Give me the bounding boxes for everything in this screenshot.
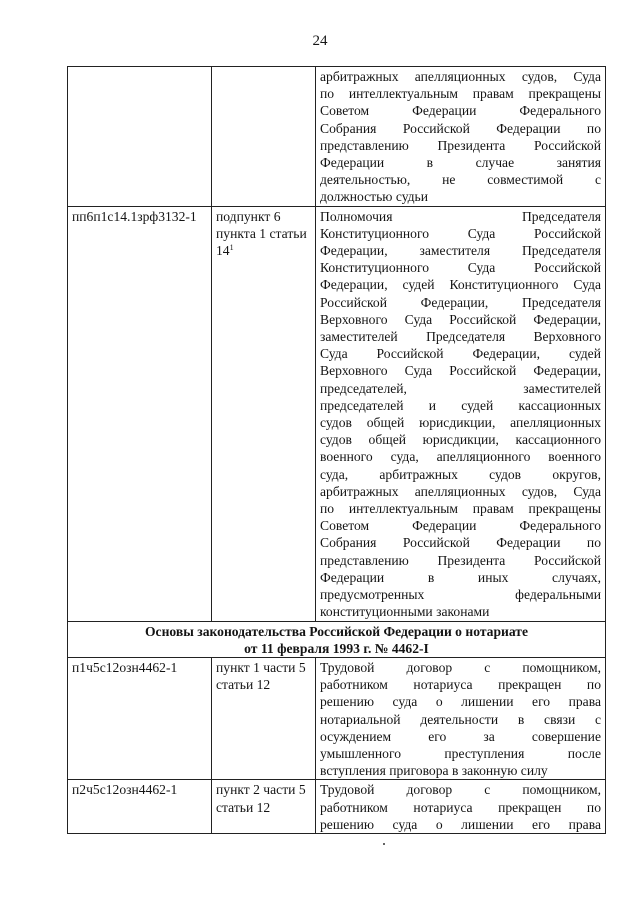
text-line: вступления приговора в законную силу [320,763,548,779]
section-heading-line: Основы законодательства Российской Федерации о нотариате [144,623,529,639]
text-line: должностью судьи [320,189,429,205]
reference-cell: пункт 1 части 5 статьи 12 [212,657,316,779]
table-row [68,780,606,834]
text-line: предусмотренных федеральными [320,587,601,603]
text-line: нотариальной деятельности в связи с [320,711,601,727]
text-line: Верховного Суда Российской Федерации, [320,311,601,327]
text-line: судов общей юрисдикции, кассационного [320,432,601,448]
text-line: умышленного преступления после [320,745,601,761]
table-row [68,657,606,779]
text-line: Федерации, заместителя Председателя [320,243,601,259]
text-line: заместителей Председателя Верховного [320,329,601,345]
description-cell [316,657,606,779]
reference-cell: пункт 2 части 5 статьи 12 [212,780,316,834]
description-cell [316,67,606,207]
text-line: Советом Федерации Федерального [320,518,601,534]
scan-dot [383,843,385,845]
text-line: Суда Российской Федерации, судей [320,346,601,362]
text-line: представлению Президента Российской [320,552,601,568]
text-line: Российской Федерации, Председателя [320,294,601,310]
code-cell [68,67,212,207]
page-number: 24 [312,33,328,49]
section-heading-line: от 11 февраля 1993 г. № 4462-I [244,640,429,656]
text-line: конституционными законами [320,604,490,620]
text-line: работником нотариуса прекращен по [320,799,601,815]
text-line: Федерации в иных случаях, [320,569,601,585]
reference-text: подпункт 6 пункта 1 статьи 14 [216,208,307,259]
text-line: по интеллектуальным правам прекращены [320,86,601,102]
text-line: Полномочия Председателя [320,208,601,224]
section-header-row [68,621,606,657]
text-line: арбитражных апелляционных судов, Суда [320,69,601,84]
description-cell [316,780,606,834]
text-line: арбитражных апелляционных судов, Суда [320,483,601,499]
text-line: Конституционного Суда Российской [320,225,601,241]
table-row [68,67,606,207]
text-line: решению суда о лишении его права [320,816,601,832]
description-cell [316,206,606,621]
text-line: Федерации в случае занятия [320,155,601,171]
text-line: Собрания Российской Федерации по [320,120,601,136]
text-line: суда, арбитражных судов округов, [320,466,601,482]
text-line: представлению Президента Российской [320,137,601,153]
reference-superscript: 1 [229,243,234,253]
code-cell: п2ч5с12озн4462-1 [68,780,212,834]
text-line: Собрания Российской Федерации по [320,535,601,551]
text-line: деятельностью, не совместимой с [320,172,601,188]
text-line: Трудовой договор с помощником, [320,659,601,675]
text-line: по интеллектуальным правам прекращены [320,501,601,517]
text-line: судов общей юрисдикции, апелляционных [320,415,601,431]
table-row [68,206,606,621]
text-line: Конституционного Суда Российской [320,260,601,276]
text-line: Верховного Суда Российской Федерации, [320,363,601,379]
text-line: председателей и судей кассационных [320,397,601,413]
text-line: осуждением его за совершение [320,728,601,744]
code-cell: п1ч5с12озн4462-1 [68,657,212,779]
reference-cell [212,67,316,207]
text-line: Трудовой договор с помощником, [320,782,601,798]
text-line: работником нотариуса прекращен по [320,677,601,693]
text-line: Федерации, судей Конституционного Суда [320,277,601,293]
section-heading [68,621,606,657]
text-line: военного суда, апелляционного военного [320,449,601,465]
text-line: Советом Федерации Федерального [320,103,601,119]
reference-cell [212,206,316,621]
text-line: решению суда о лишении его права [320,694,601,710]
document-table [67,66,606,834]
code-cell: пп6п1с14.1зрф3132-1 [68,206,212,621]
text-line: председателей, заместителей [320,380,601,396]
